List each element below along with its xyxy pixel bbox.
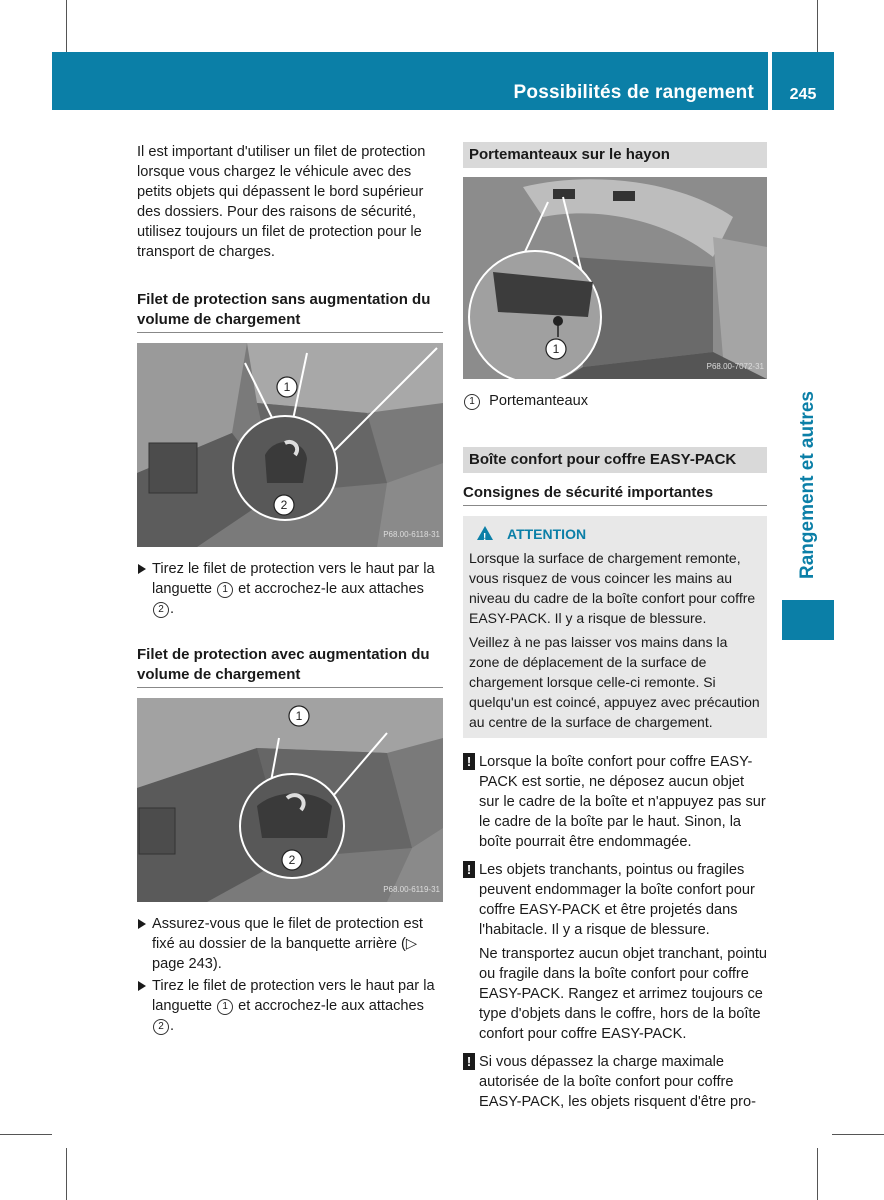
cargo-net-photo-1: [137, 343, 443, 547]
coat-hook-illustration: [463, 177, 767, 379]
callout-ref-2: 2: [153, 602, 169, 618]
photo-code: P68.00-6119-31: [383, 885, 440, 894]
crop-mark: [817, 1148, 818, 1200]
section-heading: Filet de protection sans augmentation du volume de chargement: [137, 290, 443, 333]
cargo-net-photo-2: [137, 698, 443, 902]
warning-text: Veillez à ne pas laisser vos mains dans la zone de déplacement de la surface de chargement lorsque celle-ci remonte. Si quelqu'un est coincé, appuyez avec précaution au centre de la surface de chargement.: [469, 634, 760, 730]
cargo-net-illustration-2: [137, 698, 443, 902]
side-tab-marker: [782, 600, 834, 640]
callout-2: 2: [288, 853, 296, 867]
damage-note: ! Si vous dépassez la charge maximale autorisée de la boîte confort pour coffre EASY-PACK, les objets risquent d'être pro-: [463, 1052, 767, 1112]
instruction-bullet: Assurez-vous que le filet de protection est fixé au dossier de la banquette arrière (▷ page 243).: [137, 914, 443, 974]
callout-ref-1: 1: [217, 582, 233, 598]
exclamation-icon: !: [463, 861, 475, 878]
header-bar: [52, 52, 768, 110]
left-column: [137, 142, 443, 1038]
callout-1: 1: [283, 380, 291, 394]
callout-2: 2: [280, 498, 288, 512]
photo-code: P68.00-7072-31: [706, 362, 764, 371]
damage-note: ! Les objets tranchants, pointus ou fragiles peuvent endommager la boîte confort pour coffre EASY-PACK et être projetés dans l'habitacle. Il y a risque de blessure. Ne transportez aucun objet tranchant, pointu ou fragile dans la boîte confort pour coffre EASY-PACK. Rangez et arrimez toujours ce type d'objets dans le coffre, hors de la boîte confort pour coffre EASY-PACK.: [463, 860, 767, 1044]
damage-note: ! Lorsque la boîte confort pour coffre EASY-PACK est sortie, ne déposez aucun objet sur le cadre de la boîte et n'appuyez pas sur le cadre de la boîte par le haut. Sinon, la boîte pourrait être endommagée.: [463, 752, 767, 852]
crop-mark: [66, 0, 67, 52]
crop-mark: [66, 1148, 67, 1200]
photo-code: P68.00-6118-31: [383, 530, 440, 539]
coat-hook-photo: [463, 177, 767, 379]
warning-title: !ATTENTION: [469, 524, 761, 544]
page-number: 245: [789, 86, 817, 103]
crop-mark: [817, 0, 818, 52]
figure-caption: 1 Portemanteaux: [463, 391, 767, 411]
callout-ref-1: 1: [464, 394, 480, 410]
instruction-bullet: Tirez le filet de protection vers le haut par la languette 1 et accrochez-le aux attaches 2 .: [137, 559, 443, 619]
crop-mark: [832, 1134, 884, 1135]
callout-1: 1: [295, 709, 303, 723]
warning-text: Lorsque la surface de chargement remonte, vous risquez de vous coincer les mains au niveau du cadre de la boîte confort pour coffre EASY-PACK. Il y a risque de blessure.: [469, 550, 756, 626]
callout-ref-2: 2: [153, 1019, 169, 1035]
crop-mark: [0, 1134, 52, 1135]
warning-box: [463, 516, 767, 738]
page-number-box: [772, 52, 834, 110]
section-title-bar: Portemanteaux sur le hayon: [463, 142, 767, 168]
section-title-bar: Boîte confort pour coffre EASY-PACK: [463, 447, 767, 473]
page-title: Possibilités de rangement: [513, 82, 754, 103]
right-column: [463, 142, 767, 1120]
section-heading: Filet de protection avec augmentation du volume de chargement: [137, 645, 443, 688]
instruction-bullet: Tirez le filet de protection vers le haut par la languette 1 et accrochez-le aux attaches 2 .: [137, 976, 443, 1036]
intro-paragraph: Il est important d'utiliser un filet de protection lorsque vous chargez le véhicule avec des petits objets qui dépassent le bord supérieur des dossiers. Pour des raisons de sécurité, utilisez toujours un filet de protection pour le transport de charges.: [137, 144, 426, 260]
warning-triangle-icon: [477, 526, 493, 540]
side-tab-label: [796, 376, 820, 594]
callout-1: 1: [552, 342, 560, 356]
callout-ref-1: 1: [217, 999, 233, 1015]
side-tab-text: Rangement et autres: [797, 391, 818, 579]
exclamation-icon: !: [463, 753, 475, 770]
cargo-net-illustration-1: [137, 343, 443, 547]
exclamation-icon: !: [463, 1053, 475, 1070]
safety-heading: Consignes de sécurité importantes: [463, 483, 767, 506]
